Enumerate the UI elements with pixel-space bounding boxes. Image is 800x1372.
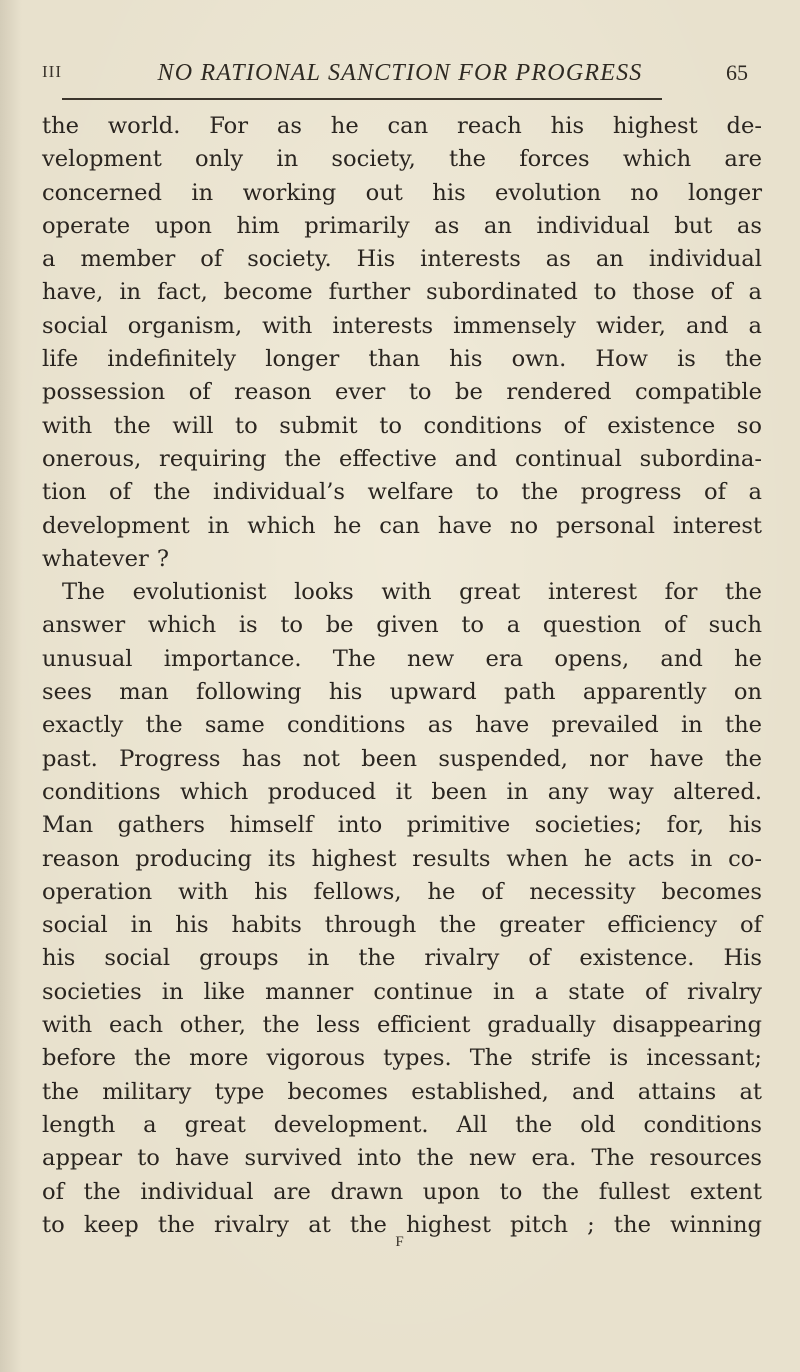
text-line: answer which is to be given to a question of such xyxy=(42,612,762,639)
page-number: 65 xyxy=(726,60,748,85)
text-line: reason producing its highest results when he acts in co- xyxy=(42,845,762,872)
running-title: NO RATIONAL SANCTION FOR PROGRESS xyxy=(157,60,643,86)
text-line: past. Progress has not been suspended, nor have the xyxy=(42,745,762,772)
text-line: of the individual are drawn upon to the fullest extent xyxy=(42,1178,762,1205)
text-line: velopment only in society, the forces which are xyxy=(42,146,762,173)
header-rule xyxy=(62,98,662,100)
text-line: the world. For as he can reach his highest de- xyxy=(42,113,762,139)
paragraph-start-line: The evolutionist looks with great interest for the xyxy=(62,579,762,606)
paragraph-end-line: whatever ? xyxy=(42,545,170,572)
text-line: exactly the same conditions as have prevailed in the xyxy=(42,712,762,739)
text-line: the military type becomes established, and attains at xyxy=(42,1078,762,1105)
text-line: concerned in working out his evolution no longer xyxy=(42,179,762,206)
text-line: development in which he can have no personal interest xyxy=(42,512,762,539)
body-text xyxy=(42,110,762,1242)
running-header xyxy=(0,0,800,110)
text-line: tion of the individual’s welfare to the progress of a xyxy=(42,479,762,506)
text-line: to keep the rivalry at the highest pitch ; the winning xyxy=(42,1211,762,1238)
text-line: social in his habits through the greater efficiency of xyxy=(42,912,762,939)
text-line: length a great development. All the old conditions xyxy=(42,1111,762,1138)
text-line: have, in fact, become further subordinated to those of a xyxy=(42,279,762,306)
text-line: with each other, the less efficient gradually disappearing xyxy=(42,1012,762,1039)
text-line: conditions which produced it been in any way altered. xyxy=(42,778,762,805)
text-line: unusual importance. The new era opens, and he xyxy=(42,645,762,672)
binding-shadow xyxy=(0,0,22,1372)
chapter-numeral: III xyxy=(42,62,62,81)
text-line: possession of reason ever to be rendered compatible xyxy=(42,379,762,406)
text-line: life indefinitely longer than his own. How is the xyxy=(42,346,762,373)
text-line: sees man following his upward path apparently on xyxy=(42,679,762,706)
text-line: his social groups in the rivalry of existence. His xyxy=(42,945,762,972)
text-line: appear to have survived into the new era. The resources xyxy=(42,1145,762,1172)
text-line: Man gathers himself into primitive societies; for, his xyxy=(42,812,762,839)
text-line: operate upon him primarily as an individual but as xyxy=(42,212,762,239)
text-line: social organism, with interests immensely wider, and a xyxy=(42,312,762,339)
text-line: a member of society. His interests as an individual xyxy=(42,246,762,273)
text-line: with the will to submit to conditions of existence so xyxy=(42,412,762,439)
text-line: operation with his fellows, he of necessity becomes xyxy=(42,878,762,905)
text-line: before the more vigorous types. The strife is incessant; xyxy=(42,1045,762,1072)
text-line: onerous, requiring the effective and continual subordina- xyxy=(42,445,762,472)
signature-mark: F xyxy=(395,1234,405,1250)
text-line: societies in like manner continue in a state of rivalry xyxy=(42,978,762,1005)
